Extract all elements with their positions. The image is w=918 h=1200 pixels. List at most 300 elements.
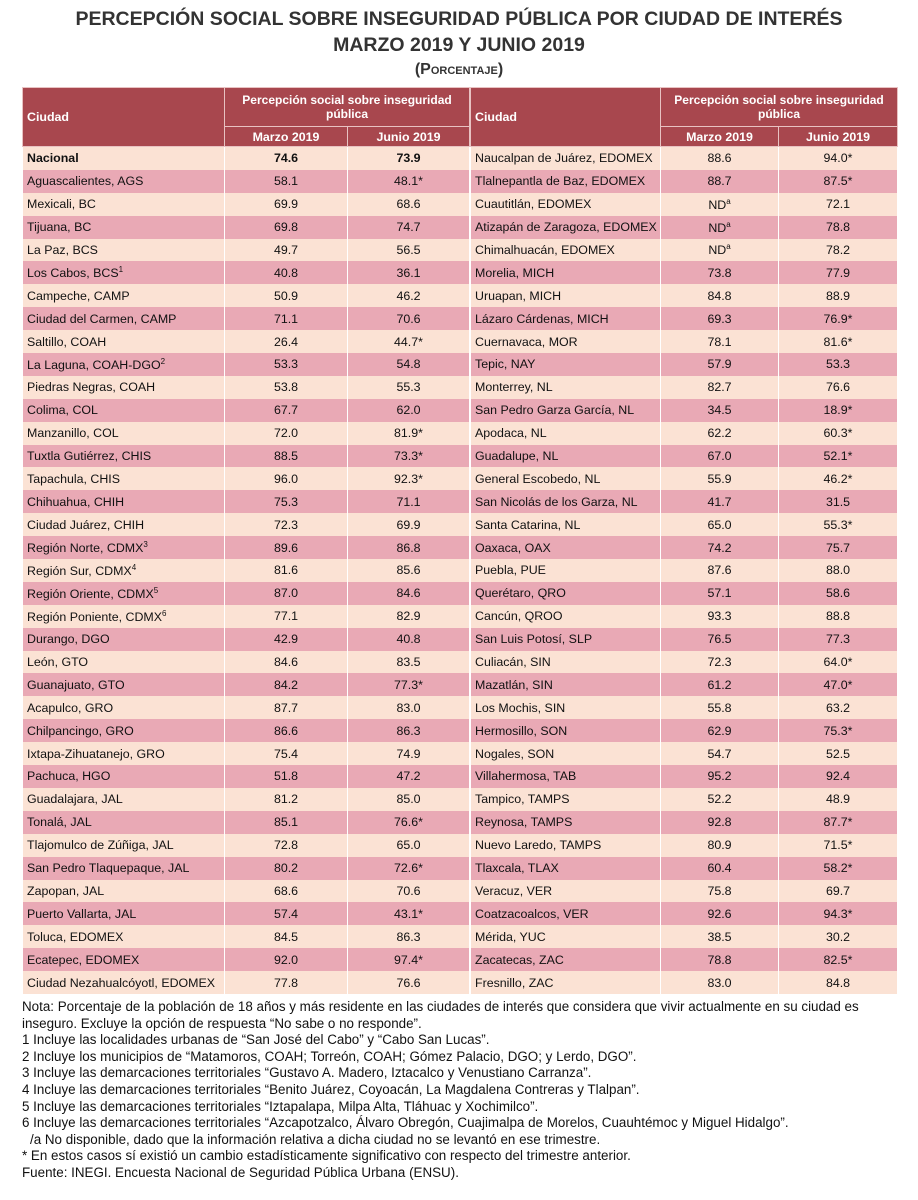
city-cell bbox=[471, 811, 661, 834]
city-cell bbox=[471, 330, 661, 353]
city-cell-text: Tlaxcala, TLAX bbox=[475, 861, 559, 876]
city-cell bbox=[471, 559, 661, 582]
marzo-cell-text: 41.7 bbox=[707, 494, 732, 509]
city-cell bbox=[23, 811, 225, 834]
city-cell bbox=[23, 765, 225, 788]
table-row bbox=[471, 399, 898, 422]
marzo-cell bbox=[661, 559, 779, 582]
city-cell bbox=[471, 696, 661, 719]
junio-cell bbox=[348, 490, 470, 513]
marzo-cell bbox=[225, 834, 348, 857]
footnote-marker: 2 bbox=[160, 356, 166, 366]
city-cell-text: Ecatepec, EDOMEX bbox=[27, 952, 140, 967]
marzo-cell-text: 68.6 bbox=[273, 883, 299, 898]
junio-cell-text: 77.3* bbox=[394, 677, 423, 692]
junio-cell bbox=[779, 673, 898, 696]
junio-cell-text: 86.8 bbox=[396, 540, 421, 555]
table-row bbox=[471, 857, 898, 880]
table-row bbox=[471, 330, 898, 353]
table-row bbox=[23, 902, 470, 925]
junio-cell bbox=[348, 880, 470, 903]
marzo-cell-text: 81.2 bbox=[273, 792, 299, 807]
junio-cell-text: 92.4 bbox=[825, 769, 851, 784]
footnote-marker: 6 bbox=[162, 608, 167, 618]
junio-cell-text: 30.2 bbox=[825, 929, 851, 944]
junio-cell-text: 52.1* bbox=[823, 449, 853, 464]
city-cell bbox=[471, 170, 661, 193]
junio-cell bbox=[348, 582, 470, 605]
city-cell-text: Colima, COL bbox=[27, 403, 98, 418]
junio-cell-text: 97.4* bbox=[394, 952, 423, 967]
city-cell-text: Toluca, EDOMEX bbox=[27, 929, 124, 944]
junio-cell-text: 62.0 bbox=[396, 403, 421, 418]
city-cell bbox=[471, 673, 661, 696]
marzo-cell-text: 88.7 bbox=[707, 174, 732, 189]
junio-cell bbox=[779, 719, 898, 742]
table-row bbox=[471, 216, 898, 239]
table-row bbox=[23, 330, 470, 353]
table-row bbox=[23, 307, 470, 330]
table-row bbox=[471, 239, 898, 262]
marzo-cell bbox=[225, 353, 348, 376]
junio-cell-text: 56.5 bbox=[396, 243, 421, 257]
city-cell bbox=[471, 284, 661, 307]
marzo-cell-text: 57.9 bbox=[707, 357, 732, 372]
marzo-cell-text: 77.1 bbox=[273, 609, 299, 624]
city-cell-text: Tampico, TAMPS bbox=[475, 792, 570, 807]
marzo-cell bbox=[225, 971, 348, 994]
marzo-cell-text: 65.0 bbox=[707, 517, 732, 532]
header-city: Ciudad bbox=[471, 88, 661, 147]
marzo-cell bbox=[661, 467, 779, 490]
city-cell bbox=[471, 445, 661, 468]
marzo-cell bbox=[661, 628, 779, 651]
marzo-cell bbox=[661, 261, 779, 284]
junio-cell-text: 77.3 bbox=[825, 632, 851, 647]
marzo-cell bbox=[661, 376, 779, 399]
marzo-cell-text: 51.8 bbox=[273, 769, 299, 784]
table-row bbox=[23, 467, 470, 490]
table-row bbox=[23, 536, 470, 559]
city-cell bbox=[23, 147, 225, 170]
note-5: 5 Incluye las demarcaciones territoriales “Iztapalapa, Milpa Alta, Tláhuac y Xochimilco”. bbox=[22, 1098, 539, 1114]
marzo-cell bbox=[661, 170, 779, 193]
table-row bbox=[23, 193, 470, 216]
table-row bbox=[23, 696, 470, 719]
junio-cell-text: 54.8 bbox=[396, 357, 421, 372]
junio-cell-text: 70.6 bbox=[396, 311, 421, 326]
marzo-cell-text: 78.1 bbox=[707, 334, 732, 349]
junio-cell-text: 46.2* bbox=[823, 471, 853, 486]
marzo-cell bbox=[225, 193, 348, 216]
marzo-cell-text: 78.8 bbox=[707, 952, 732, 967]
note-3: 3 Incluye las demarcaciones territoriales “Gustavo A. Madero, Iztacalco y Venustiano Carranza”. bbox=[22, 1065, 592, 1081]
city-cell-text: Chilpancingo, GRO bbox=[27, 723, 134, 738]
marzo-cell bbox=[225, 216, 348, 239]
city-cell-text: Ciudad Juárez, CHIH bbox=[27, 517, 145, 532]
marzo-cell bbox=[661, 193, 779, 216]
table-row bbox=[23, 559, 470, 582]
table-row bbox=[471, 170, 898, 193]
city-cell-text: Cancún, QROO bbox=[475, 609, 563, 624]
junio-cell bbox=[348, 719, 470, 742]
city-cell-text: Culiacán, SIN bbox=[475, 655, 551, 670]
junio-cell bbox=[779, 193, 898, 216]
marzo-cell-text: 87.6 bbox=[707, 563, 732, 578]
footnote-marker: 4 bbox=[131, 562, 137, 572]
marzo-cell-text: 40.8 bbox=[273, 265, 299, 280]
junio-cell-text: 70.6 bbox=[396, 883, 421, 898]
table-row bbox=[471, 605, 898, 628]
marzo-cell bbox=[225, 651, 348, 674]
marzo-cell-text: 55.8 bbox=[707, 700, 732, 715]
junio-cell-text: 75.7 bbox=[825, 540, 851, 555]
table-row bbox=[471, 513, 898, 536]
marzo-cell bbox=[661, 719, 779, 742]
marzo-cell bbox=[225, 170, 348, 193]
table-row bbox=[23, 857, 470, 880]
junio-cell bbox=[779, 811, 898, 834]
city-cell-text: Mérida, YUC bbox=[475, 929, 546, 944]
junio-cell-text: 65.0 bbox=[396, 838, 421, 853]
marzo-cell-text: 52.2 bbox=[707, 792, 732, 807]
city-cell bbox=[23, 880, 225, 903]
table-row bbox=[23, 880, 470, 903]
marzo-cell bbox=[661, 857, 779, 880]
marzo-cell bbox=[661, 422, 779, 445]
city-cell bbox=[23, 467, 225, 490]
marzo-cell-text: 60.4 bbox=[707, 861, 732, 876]
table-row bbox=[471, 651, 898, 674]
marzo-cell-text: 87.0 bbox=[273, 586, 299, 601]
junio-cell-text: 58.6 bbox=[825, 586, 851, 601]
city-cell-text: San Luis Potosí, SLP bbox=[475, 632, 593, 647]
junio-cell-text: 43.1* bbox=[394, 906, 423, 921]
city-cell bbox=[471, 376, 661, 399]
table-row bbox=[471, 536, 898, 559]
city-cell-text: Los Cabos, BCS bbox=[27, 266, 119, 281]
table-row bbox=[23, 673, 470, 696]
marzo-cell-text: 88.6 bbox=[707, 151, 732, 166]
marzo-cell-text: 84.2 bbox=[273, 677, 299, 692]
marzo-cell bbox=[225, 628, 348, 651]
city-cell bbox=[23, 536, 225, 559]
marzo-cell bbox=[225, 925, 348, 948]
footnote-marker: 3 bbox=[143, 540, 148, 550]
note-6: 6 Incluye las demarcaciones territoriales “Azcapotzalco, Álvaro Obregón, Cuajimalpa de Morelos, Cuauhtémoc y Miguel Hidalgo”. bbox=[22, 1115, 789, 1131]
city-cell-text: Tlalnepantla de Baz, EDOMEX bbox=[475, 174, 646, 189]
city-cell bbox=[471, 880, 661, 903]
table-left-body bbox=[23, 147, 470, 995]
junio-cell bbox=[348, 902, 470, 925]
marzo-cell bbox=[661, 582, 779, 605]
junio-cell bbox=[779, 284, 898, 307]
junio-cell-text: 72.1 bbox=[825, 197, 851, 212]
table-right-body bbox=[471, 147, 898, 995]
marzo-cell-text: 69.8 bbox=[273, 220, 299, 235]
city-cell bbox=[23, 673, 225, 696]
marzo-cell-text: 38.5 bbox=[707, 929, 732, 944]
marzo-cell bbox=[225, 445, 348, 468]
city-cell bbox=[23, 971, 225, 994]
junio-cell bbox=[779, 330, 898, 353]
junio-cell-text: 85.6 bbox=[396, 563, 421, 578]
marzo-cell-text: 73.8 bbox=[707, 265, 732, 280]
marzo-cell bbox=[661, 788, 779, 811]
table-row bbox=[471, 467, 898, 490]
city-cell bbox=[471, 536, 661, 559]
marzo-cell-text: 81.6 bbox=[273, 563, 299, 578]
city-cell bbox=[23, 216, 225, 239]
table-row bbox=[23, 239, 470, 262]
marzo-cell bbox=[661, 307, 779, 330]
junio-cell-text: 48.1* bbox=[394, 174, 423, 189]
junio-cell bbox=[348, 445, 470, 468]
table-row bbox=[23, 261, 470, 284]
city-cell bbox=[23, 399, 225, 422]
footnote-marker: a bbox=[726, 219, 731, 229]
city-cell-text: Región Oriente, CDMX bbox=[27, 586, 154, 601]
table-row bbox=[471, 788, 898, 811]
table-row bbox=[471, 307, 898, 330]
marzo-cell bbox=[225, 376, 348, 399]
city-cell bbox=[23, 788, 225, 811]
marzo-cell bbox=[225, 239, 348, 262]
junio-cell bbox=[779, 857, 898, 880]
title-line-2: MARZO 2019 Y JUNIO 2019 bbox=[333, 34, 585, 56]
junio-cell-text: 40.8 bbox=[396, 632, 421, 647]
city-cell bbox=[471, 353, 661, 376]
junio-cell-text: 63.2 bbox=[825, 700, 851, 715]
marzo-cell-text: 76.5 bbox=[707, 632, 732, 647]
city-cell bbox=[23, 651, 225, 674]
table-row bbox=[471, 971, 898, 994]
marzo-cell bbox=[661, 673, 779, 696]
table-row bbox=[23, 445, 470, 468]
marzo-cell bbox=[661, 445, 779, 468]
table-row bbox=[23, 376, 470, 399]
marzo-cell bbox=[661, 330, 779, 353]
marzo-cell-text: 74.2 bbox=[707, 540, 732, 555]
footnote-marker: a bbox=[726, 196, 731, 206]
junio-cell-text: 71.5* bbox=[823, 838, 853, 853]
city-cell-text: Durango, DGO bbox=[27, 632, 110, 647]
marzo-cell bbox=[661, 742, 779, 765]
table-row bbox=[471, 811, 898, 834]
junio-cell-text: 75.3* bbox=[823, 723, 853, 738]
city-cell bbox=[471, 788, 661, 811]
table-row bbox=[23, 948, 470, 971]
junio-cell bbox=[348, 513, 470, 536]
marzo-cell bbox=[661, 834, 779, 857]
marzo-cell bbox=[225, 399, 348, 422]
city-cell-text: León, GTO bbox=[27, 655, 89, 670]
city-cell bbox=[23, 422, 225, 445]
city-cell-text: Puerto Vallarta, JAL bbox=[27, 906, 137, 921]
junio-cell bbox=[348, 284, 470, 307]
marzo-cell-text: 80.2 bbox=[273, 861, 299, 876]
table-row bbox=[471, 559, 898, 582]
junio-cell bbox=[779, 536, 898, 559]
junio-cell-text: 82.9 bbox=[396, 609, 421, 624]
marzo-cell-text: 84.5 bbox=[273, 929, 299, 944]
junio-cell-text: 94.3* bbox=[823, 906, 853, 921]
marzo-cell-text: 74.6 bbox=[273, 151, 299, 166]
city-cell-text: San Nicolás de los Garza, NL bbox=[475, 494, 638, 509]
junio-cell-text: 47.0* bbox=[823, 677, 853, 692]
marzo-cell bbox=[661, 902, 779, 925]
marzo-cell bbox=[225, 284, 348, 307]
city-cell-text: Región Poniente, CDMX bbox=[27, 609, 162, 624]
junio-cell-text: 78.2 bbox=[825, 243, 851, 257]
table-row bbox=[471, 696, 898, 719]
junio-cell-text: 76.9* bbox=[823, 311, 853, 326]
city-cell bbox=[471, 216, 661, 239]
junio-cell bbox=[348, 765, 470, 788]
junio-cell-text: 84.6 bbox=[396, 586, 421, 601]
marzo-cell-text: 61.2 bbox=[707, 677, 732, 692]
junio-cell bbox=[348, 239, 470, 262]
city-cell-text: Acapulco, GRO bbox=[27, 700, 114, 715]
junio-cell bbox=[348, 536, 470, 559]
marzo-cell bbox=[661, 971, 779, 994]
city-cell-text: Zapopan, JAL bbox=[27, 883, 105, 898]
junio-cell-text: 92.3* bbox=[394, 471, 423, 486]
marzo-cell-text: ND bbox=[708, 220, 727, 235]
marzo-cell-text: 49.7 bbox=[273, 243, 299, 257]
table-row bbox=[23, 651, 470, 674]
city-cell-text: Lázaro Cárdenas, MICH bbox=[475, 311, 609, 326]
city-cell-text: Veracuz, VER bbox=[475, 883, 553, 898]
marzo-cell bbox=[661, 353, 779, 376]
marzo-cell-text: 82.7 bbox=[707, 380, 732, 395]
junio-cell bbox=[779, 445, 898, 468]
junio-cell bbox=[779, 651, 898, 674]
city-cell bbox=[23, 353, 225, 376]
title-unit: (Porcentaje) bbox=[414, 61, 504, 78]
footnotes bbox=[22, 999, 902, 1182]
junio-cell bbox=[348, 376, 470, 399]
junio-cell bbox=[779, 605, 898, 628]
junio-cell-text: 88.0 bbox=[825, 563, 851, 578]
marzo-cell bbox=[661, 147, 779, 170]
table-row bbox=[23, 719, 470, 742]
city-cell-text: Guadalajara, JAL bbox=[27, 792, 123, 807]
city-cell bbox=[23, 239, 225, 262]
table-row bbox=[23, 353, 470, 376]
city-cell-text: San Pedro Garza García, NL bbox=[475, 403, 635, 418]
city-cell-text: Tonalá, JAL bbox=[27, 815, 92, 830]
header-junio: Junio 2019 bbox=[348, 127, 470, 147]
city-cell bbox=[471, 239, 661, 262]
table-row bbox=[471, 284, 898, 307]
marzo-cell bbox=[225, 582, 348, 605]
junio-cell bbox=[779, 467, 898, 490]
junio-cell bbox=[348, 673, 470, 696]
note-1: 1 Incluye las localidades urbanas de “San José del Cabo” y “Cabo San Lucas”. bbox=[22, 1032, 490, 1048]
marzo-cell-text: 92.0 bbox=[273, 952, 299, 967]
junio-cell bbox=[779, 170, 898, 193]
junio-cell-text: 64.0* bbox=[823, 655, 853, 670]
junio-cell-text: 68.6 bbox=[396, 197, 421, 212]
note-2: 2 Incluye los municipios de “Matamoros, COAH; Torreón, COAH; Gómez Palacio, DGO; y Lerdo, DGO”. bbox=[22, 1048, 637, 1064]
city-cell bbox=[23, 445, 225, 468]
junio-cell-text: 76.6 bbox=[825, 380, 851, 395]
marzo-cell bbox=[661, 651, 779, 674]
junio-cell bbox=[348, 925, 470, 948]
marzo-cell-text: 85.1 bbox=[273, 815, 299, 830]
junio-cell-text: 85.0 bbox=[396, 792, 421, 807]
junio-cell-text: 81.6* bbox=[823, 334, 853, 349]
footnote-marker: a bbox=[726, 242, 731, 252]
note-na: /a No disponible, dado que la información relativa a dicha ciudad no se levantó en ese trimestre. bbox=[30, 1131, 601, 1147]
city-cell-text: Chihuahua, CHIH bbox=[27, 494, 125, 509]
city-cell bbox=[471, 834, 661, 857]
table-row bbox=[471, 628, 898, 651]
table-row bbox=[23, 925, 470, 948]
marzo-cell bbox=[225, 788, 348, 811]
city-cell-text: Región Sur, CDMX bbox=[27, 564, 132, 579]
city-cell-text: Atizapán de Zaragoza, EDOMEX bbox=[475, 220, 657, 235]
city-cell-text: Chimalhuacán, EDOMEX bbox=[475, 243, 615, 257]
junio-cell-text: 44.7* bbox=[394, 334, 423, 349]
city-cell-text: Oaxaca, OAX bbox=[475, 540, 551, 555]
marzo-cell-text: 75.4 bbox=[273, 746, 299, 761]
marzo-cell-text: 95.2 bbox=[707, 769, 732, 784]
city-cell bbox=[471, 193, 661, 216]
junio-cell bbox=[779, 948, 898, 971]
junio-cell bbox=[779, 376, 898, 399]
junio-cell bbox=[348, 651, 470, 674]
junio-cell bbox=[779, 880, 898, 903]
marzo-cell-text: 62.2 bbox=[707, 426, 732, 441]
marzo-cell-text: 87.7 bbox=[273, 700, 299, 715]
city-cell bbox=[23, 719, 225, 742]
junio-cell bbox=[348, 628, 470, 651]
city-cell bbox=[23, 857, 225, 880]
table-left bbox=[22, 87, 470, 994]
marzo-cell-text: 34.5 bbox=[707, 403, 732, 418]
marzo-cell-text: 50.9 bbox=[273, 288, 299, 303]
table-row bbox=[23, 605, 470, 628]
city-cell-text: Pachuca, HGO bbox=[27, 769, 111, 784]
junio-cell bbox=[348, 147, 470, 170]
junio-cell-text: 55.3* bbox=[823, 517, 853, 532]
table-row bbox=[471, 902, 898, 925]
junio-cell bbox=[348, 307, 470, 330]
marzo-cell-text: 26.4 bbox=[273, 334, 299, 349]
marzo-cell bbox=[225, 261, 348, 284]
header-city: Ciudad bbox=[23, 88, 225, 147]
city-cell-text: Tapachula, CHIS bbox=[27, 471, 120, 486]
table-row bbox=[471, 948, 898, 971]
city-cell-text: Tepic, NAY bbox=[475, 357, 536, 372]
marzo-cell bbox=[661, 696, 779, 719]
marzo-cell bbox=[225, 696, 348, 719]
junio-cell bbox=[348, 170, 470, 193]
junio-cell bbox=[348, 399, 470, 422]
junio-cell-text: 52.5 bbox=[825, 746, 851, 761]
junio-cell-text: 53.3 bbox=[825, 357, 851, 372]
city-cell bbox=[23, 925, 225, 948]
marzo-cell-text: 53.3 bbox=[273, 357, 299, 372]
marzo-cell-text: 72.3 bbox=[273, 517, 299, 532]
junio-cell-text: 55.3 bbox=[396, 380, 421, 395]
table-row bbox=[23, 971, 470, 994]
junio-cell-text: 18.9* bbox=[823, 403, 853, 418]
city-cell bbox=[471, 742, 661, 765]
city-cell-text: Mazatlán, SIN bbox=[475, 677, 553, 692]
